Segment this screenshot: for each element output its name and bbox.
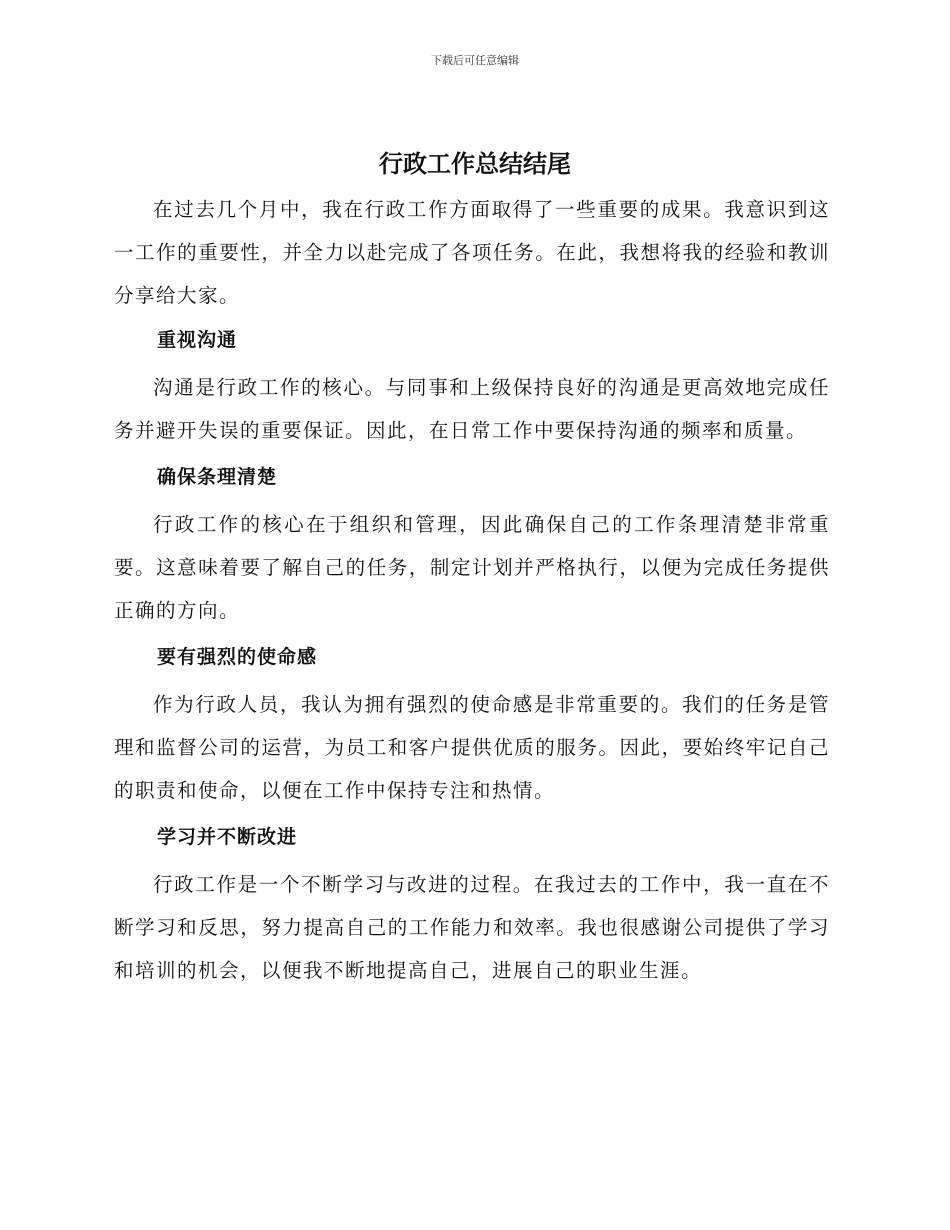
page-header-note: 下载后可任意编辑 <box>431 54 519 67</box>
document-title: 行政工作总结结尾 <box>379 150 571 178</box>
section-paragraph: 行政工作是一个不断学习与改进的过程。在我过去的工作中，我一直在不断学习和反思，努力提高自己的工作能力和效率。我也很感谢公司提供了学习和培训的机会，以便我不断地提高自己，进展自己的职业生涯。 <box>114 873 830 982</box>
section-communication <box>114 319 830 452</box>
section-paragraph: 沟通是行政工作的核心。与同事和上级保持良好的沟通是更高效地完成任务并避开失误的重要保证。因此，在日常工作中要保持沟通的频率和质量。 <box>114 376 830 442</box>
section-heading: 学习并不断改进 <box>157 826 298 848</box>
section-heading: 确保条理清楚 <box>157 466 278 488</box>
section-paragraph: 作为行政人员，我认为拥有强烈的使命感是非常重要的。我们的任务是管理和监督公司的运营，为员工和客户提供优质的服务。因此，要始终牢记自己的职责和使命，以便在工作中保持专注和热情。 <box>114 693 830 802</box>
intro-paragraph: 在过去几个月中，我在行政工作方面取得了一些重要的成果。我意识到这一工作的重要性，并全力以赴完成了各项任务。在此，我想将我的经验和教训分享给大家。 <box>114 198 830 307</box>
section-mission <box>114 636 830 812</box>
document-body <box>114 188 830 992</box>
section-heading: 重视沟通 <box>157 329 238 351</box>
section-learning <box>114 816 830 992</box>
section-heading: 要有强烈的使命感 <box>157 646 318 668</box>
section-organization <box>114 456 830 632</box>
section-paragraph: 行政工作的核心在于组织和管理，因此确保自己的工作条理清楚非常重要。这意味着要了解自己的任务，制定计划并严格执行，以便为完成任务提供正确的方向。 <box>114 513 830 622</box>
